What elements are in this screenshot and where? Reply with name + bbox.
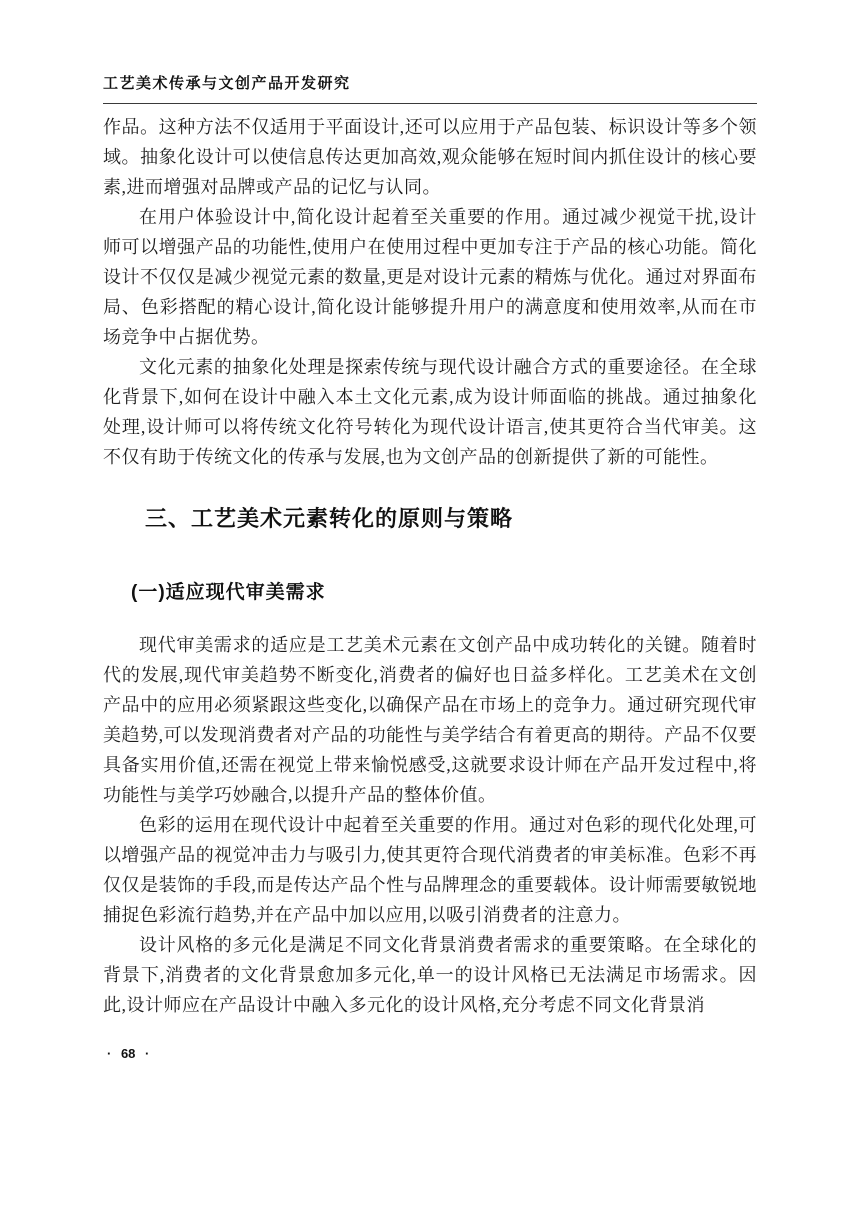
subsection-heading: (一)适应现代审美需求 <box>131 582 326 603</box>
paragraph-continuation: 作品。这种方法不仅适用于平面设计,还可以应用于产品包装、标识设计等多个领域。抽象化设计可以使信息传达更加高效,观众能够在短时间内抓住设计的核心要素,进而增强对品牌或产品的记忆与认同。 <box>103 117 757 197</box>
paragraph-color-usage: 色彩的运用在现代设计中起着至关重要的作用。通过对色彩的现代化处理,可以增强产品的视觉冲击力与吸引力,使其更符合现代消费者的审美标准。色彩不再仅仅是装饰的手段,而是传达产品个性与品牌理念的重要载体。设计师需要敏锐地捕捉色彩流行趋势,并在产品中加以应用,以吸引消费者的注意力。 <box>103 815 757 925</box>
paragraph-ux-design: 在用户体验设计中,简化设计起着至关重要的作用。通过减少视觉干扰,设计师可以增强产品的功能性,使用户在使用过程中更加专注于产品的核心功能。简化设计不仅仅是减少视觉元素的数量,更是对设计元素的精炼与优化。通过对界面布局、色彩搭配的精心设计,简化设计能够提升用户的满意度和使用效率,从而在市场竞争中占据优势。 <box>103 207 757 347</box>
page-number: · 68 · <box>107 1046 150 1061</box>
paragraph-modern-aesthetic: 现代审美需求的适应是工艺美术元素在文创产品中成功转化的关键。随着时代的发展,现代审美趋势不断变化,消费者的偏好也日益多样化。工艺美术在文创产品中的应用必须紧跟这些变化,以确保产品在市场上的竞争力。通过研究现代审美趋势,可以发现消费者对产品的功能性与美学结合有着更高的期待。产品不仅要具备实用价值,还需在视觉上带来愉悦感受,这就要求设计师在产品开发过程中,将功能性与美学巧妙融合,以提升产品的整体价值。 <box>103 635 757 805</box>
paragraph-cultural-abstraction: 文化元素的抽象化处理是探索传统与现代设计融合方式的重要途径。在全球化背景下,如何在设计中融入本土文化元素,成为设计师面临的挑战。通过抽象化处理,设计师可以将传统文化符号转化为现代设计语言,使其更符合当代审美。这不仅有助于传统文化的传承与发展,也为文创产品的创新提供了新的可能性。 <box>103 357 757 467</box>
page-content <box>103 0 757 1062</box>
body-text <box>103 112 757 1062</box>
running-header: 工艺美术传承与文创产品开发研究 <box>103 75 351 92</box>
header-rule-divider <box>103 103 757 104</box>
section-heading: 三、工艺美术元素转化的原则与策略 <box>145 506 514 531</box>
paragraph-design-style: 设计风格的多元化是满足不同文化背景消费者需求的重要策略。在全球化的背景下,消费者的文化背景愈加多元化,单一的设计风格已无法满足市场需求。因此,设计师应在产品设计中融入多元化的设计风格,充分考虑不同文化背景消 <box>103 935 757 1015</box>
